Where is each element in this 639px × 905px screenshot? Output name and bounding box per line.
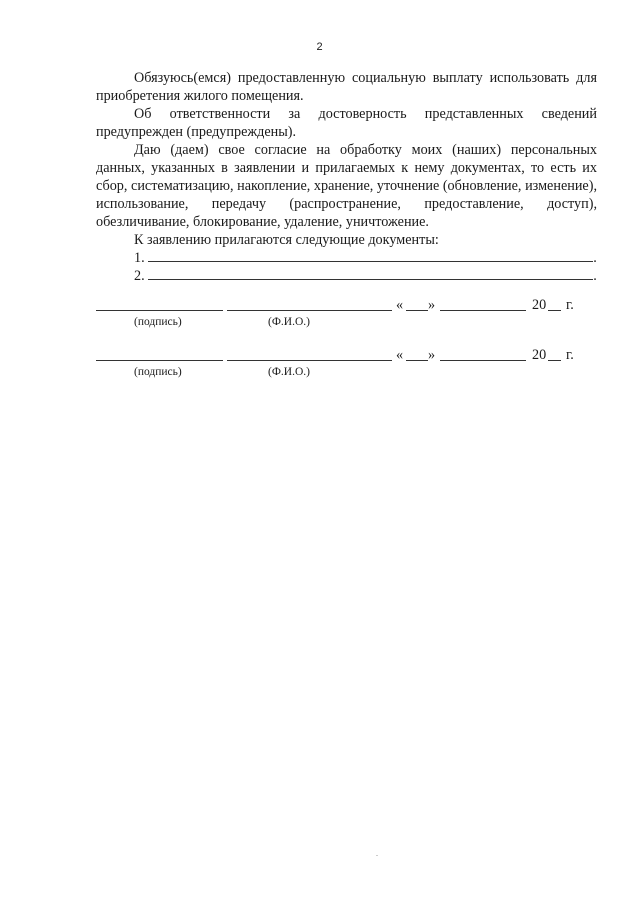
signature-blank (96, 360, 223, 361)
year-blank (548, 310, 561, 311)
year-suffix: г. (566, 297, 574, 313)
list-number: 1. (134, 250, 145, 266)
quote-close: » (428, 347, 436, 363)
caption-signature: (подпись) (134, 366, 182, 378)
paragraph-consent: Даю (даем) свое согласие на обработку моих (наших) персональных данных, указанных в заявлении и прилагаемых к нему документах, то есть их сбор, систематизацию, накопление, хранение, уточнение (обновление, изменение), использование, передачу (распространение, предоставление, доступ), обезличивание, блокирование, удаление, уничтожение. (96, 142, 597, 230)
list-number: 2. (134, 268, 145, 284)
month-blank (440, 310, 526, 311)
year-blank (548, 360, 561, 361)
name-blank (227, 310, 392, 311)
paragraph-obligation: Обязуюсь(емся) предоставленную социальную выплату использовать для приобретения жилого помещения. (96, 70, 597, 104)
year-prefix: 20 (532, 297, 547, 313)
year-prefix: 20 (532, 347, 547, 363)
day-blank (406, 310, 428, 311)
signature-row-1 (96, 297, 597, 315)
signature-row-2 (96, 347, 597, 365)
scan-speck (376, 855, 378, 856)
quote-open: « (396, 347, 404, 363)
quote-open: « (396, 297, 404, 313)
attachment-line-2 (134, 266, 597, 285)
month-blank (440, 360, 526, 361)
document-body (96, 69, 597, 249)
caption-name: (Ф.И.О.) (268, 366, 310, 378)
paragraph-responsibility: Об ответственности за достоверность представленных сведений предупрежден (предупреждены). (96, 106, 597, 140)
attachment-line-1 (134, 248, 597, 267)
blank-field (148, 248, 593, 262)
blank-field (148, 266, 593, 280)
signature-blank (96, 310, 223, 311)
page-number: 2 (316, 41, 323, 53)
year-suffix: г. (566, 347, 574, 363)
line-end: . (593, 268, 597, 284)
name-blank (227, 360, 392, 361)
line-end: . (593, 250, 597, 266)
day-blank (406, 360, 428, 361)
caption-name: (Ф.И.О.) (268, 316, 310, 328)
paragraph-attachments: К заявлению прилагаются следующие документы: (134, 232, 439, 248)
caption-signature: (подпись) (134, 316, 182, 328)
quote-close: » (428, 297, 436, 313)
